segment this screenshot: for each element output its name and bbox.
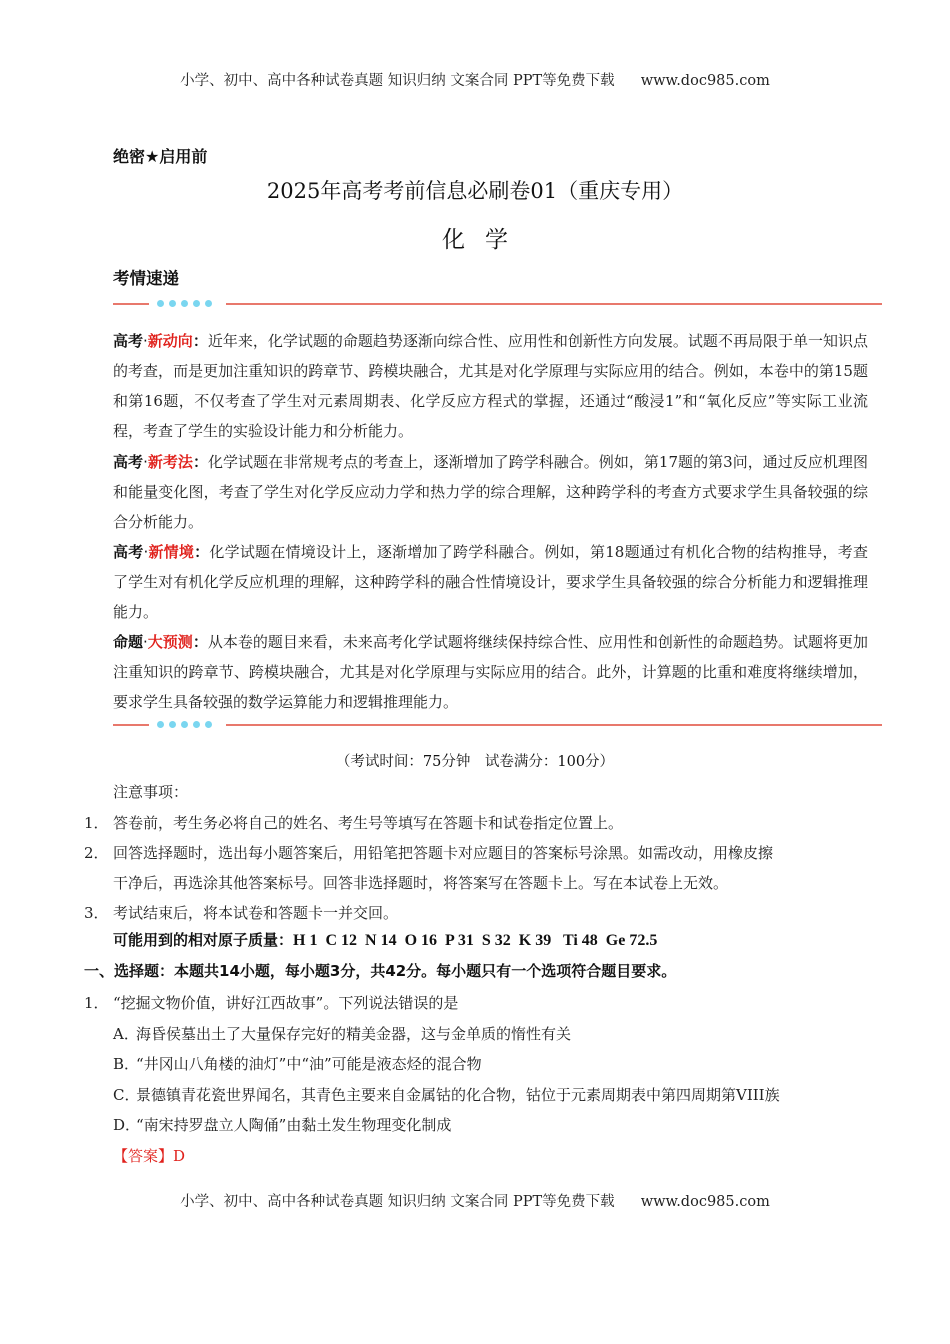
watermark-url[interactable]: www.doc985.com bbox=[640, 1194, 770, 1210]
subject-title: 化学 bbox=[442, 227, 528, 253]
watermark-url[interactable]: www.doc985.com bbox=[640, 73, 770, 89]
label-dot: · bbox=[143, 453, 148, 471]
footer-watermark bbox=[0, 1190, 950, 1211]
dot-icon bbox=[169, 300, 176, 307]
label-highlight: 新动向 bbox=[147, 332, 193, 350]
divider-dots bbox=[157, 721, 212, 729]
label-highlight: 新考法 bbox=[147, 453, 193, 471]
notice-text: 考试结束后，将本试卷和答题卡一并交回。 bbox=[113, 904, 399, 922]
dot-icon bbox=[181, 721, 188, 728]
option-text: 海昏侯墓出土了大量保存完好的精美金器，这与金单质的惰性有关 bbox=[136, 1025, 572, 1043]
atomic-mass-line bbox=[113, 929, 657, 950]
header-watermark bbox=[0, 69, 950, 90]
notice-number: 1． bbox=[84, 814, 109, 832]
label-highlight: 大预测 bbox=[147, 633, 193, 651]
section-divider bbox=[113, 298, 882, 310]
option-text: “南宋持罗盘立人陶俑”由黏土发生物理变化制成 bbox=[136, 1116, 452, 1134]
label-prefix: 高考 bbox=[113, 543, 144, 561]
dot-icon bbox=[205, 721, 212, 728]
question-1-stem bbox=[84, 988, 458, 1018]
divider-line-right bbox=[226, 303, 882, 305]
option-a bbox=[113, 1019, 571, 1049]
overview-paragraph-prediction bbox=[113, 627, 868, 717]
atomic-mass-values: H 1 C 12 N 14 O 16 P 31 S 32 K 39 Ti 48 Ge 72.5 bbox=[293, 932, 658, 949]
atomic-mass-label: 可能用到的相对原子质量： bbox=[113, 931, 294, 949]
divider-dots bbox=[157, 300, 212, 308]
divider-line-right bbox=[226, 724, 882, 726]
dot-icon bbox=[157, 300, 164, 307]
question-number: 1． bbox=[84, 994, 109, 1012]
overview-paragraph-new-method bbox=[113, 447, 868, 537]
exam-info-text: （考试时间：75分钟 试卷满分：100分） bbox=[335, 754, 615, 770]
label-dot: · bbox=[143, 332, 148, 350]
overview-heading: 考情速递 bbox=[113, 269, 179, 288]
option-letter: D． bbox=[113, 1116, 141, 1134]
overview-paragraph-new-trend bbox=[113, 326, 868, 446]
notice-text: 答卷前，考生务必将自己的姓名、考生号等填写在答题卡和试卷指定位置上。 bbox=[113, 814, 624, 832]
page-title: 2025年高考考前信息必刷卷01（重庆专用） bbox=[266, 179, 684, 203]
dot-icon bbox=[205, 300, 212, 307]
dot-icon bbox=[193, 300, 200, 307]
confidential-label: 绝密★启用前 bbox=[113, 147, 208, 166]
label-colon: ： bbox=[192, 453, 208, 471]
dot-icon bbox=[157, 721, 164, 728]
notice-item-continuation bbox=[113, 868, 903, 898]
answer-line bbox=[113, 1141, 185, 1171]
option-text: “井冈山八角楼的油灯”中“油”可能是液态烃的混合物 bbox=[136, 1055, 482, 1073]
divider-line-left bbox=[113, 303, 149, 305]
option-letter: A． bbox=[113, 1025, 139, 1043]
paragraph-text: 从本卷的题目来看，未来高考化学试题将继续保持综合性、应用性和创新性的命题趋势。试题将更加注重知识的跨章节、跨模块融合，尤其是对化学原理与实际应用的结合。此外，计算题的比重和难度将继续增加，要求学生具备较强的数学运算能力和逻辑推理能力。 bbox=[113, 633, 868, 711]
label-prefix: 高考 bbox=[113, 453, 144, 471]
dot-icon bbox=[181, 300, 188, 307]
option-text: 景德镇青花瓷世界闻名，其青色主要来自金属钴的化合物，钴位于元素周期表中第四周期第VIII族 bbox=[136, 1086, 780, 1104]
label-colon: ： bbox=[192, 332, 208, 350]
option-letter: B． bbox=[113, 1055, 140, 1073]
notice-item bbox=[84, 808, 874, 838]
answer-value: D bbox=[173, 1147, 186, 1165]
notice-text: 干净后，再选涂其他答案标号。回答非选择题时，将答案写在答题卡上。写在本试卷上无效。 bbox=[113, 874, 729, 892]
answer-label: 【答案】 bbox=[113, 1147, 174, 1165]
option-letter: C． bbox=[113, 1086, 140, 1104]
option-b bbox=[113, 1049, 482, 1079]
notice-text: 回答选择题时，选出每小题答案后，用铅笔把答题卡对应题目的答案标号涂黑。如需改动，用橡皮擦 bbox=[113, 844, 774, 862]
notice-title: 注意事项： bbox=[113, 783, 189, 801]
paragraph-text: 近年来，化学试题的命题趋势逐渐向综合性、应用性和创新性方向发展。试题不再局限于单一知识点的考查，而是更加注重知识的跨章节、跨模块融合，尤其是对化学原理与实际应用的结合。例如，本卷中的第15题和第16题，不仅考查了学生对元素周期表、化学反应方程式的掌握，还通过“酸浸1”和“氧化反应”等实际工业流程，考查了学生的实验设计能力和分析能力。 bbox=[113, 332, 868, 440]
divider-line-left bbox=[113, 724, 149, 726]
label-prefix: 命题 bbox=[113, 633, 144, 651]
overview-paragraph-new-context bbox=[113, 537, 868, 627]
label-dot: · bbox=[143, 543, 149, 561]
option-c bbox=[113, 1080, 780, 1110]
label-colon: ： bbox=[192, 633, 208, 651]
part-one-heading: 一、选择题：本题共14小题，每小题3分，共42分。每小题只有一个选项符合题目要求。 bbox=[84, 962, 677, 980]
paragraph-text: 化学试题在情境设计上，逐渐增加了跨学科融合。例如，第18题通过有机化合物的结构推导，考查了学生对有机化学反应机理的理解，这种跨学科的融合性情境设计，要求学生具备较强的综合分析能力和逻辑推理能力。 bbox=[113, 543, 868, 621]
section-divider bbox=[113, 719, 882, 731]
label-dot: · bbox=[143, 633, 148, 651]
label-highlight: 新情境 bbox=[148, 543, 195, 561]
watermark-text: 小学、初中、高中各种试卷真题 知识归纳 文案合同 PPT等免费下载 bbox=[180, 73, 615, 89]
dot-icon bbox=[193, 721, 200, 728]
label-colon: ： bbox=[194, 543, 210, 561]
option-d bbox=[113, 1110, 451, 1140]
exam-info bbox=[0, 750, 950, 771]
notice-number: 3． bbox=[84, 904, 109, 922]
notice-item bbox=[84, 898, 874, 928]
label-prefix: 高考 bbox=[113, 332, 144, 350]
paragraph-text: 化学试题在非常规考点的考查上，逐渐增加了跨学科融合。例如，第17题的第3问，通过反应机理图和能量变化图，考查了学生对化学反应动力学和热力学的综合理解，这种跨学科的考查方式要求学生具备较强的综合分析能力。 bbox=[113, 453, 868, 531]
watermark-text: 小学、初中、高中各种试卷真题 知识归纳 文案合同 PPT等免费下载 bbox=[180, 1194, 615, 1210]
question-text: “挖掘文物价值，讲好江西故事”。下列说法错误的是 bbox=[113, 994, 459, 1012]
notice-number: 2． bbox=[84, 844, 109, 862]
notice-item bbox=[84, 838, 874, 868]
dot-icon bbox=[169, 721, 176, 728]
